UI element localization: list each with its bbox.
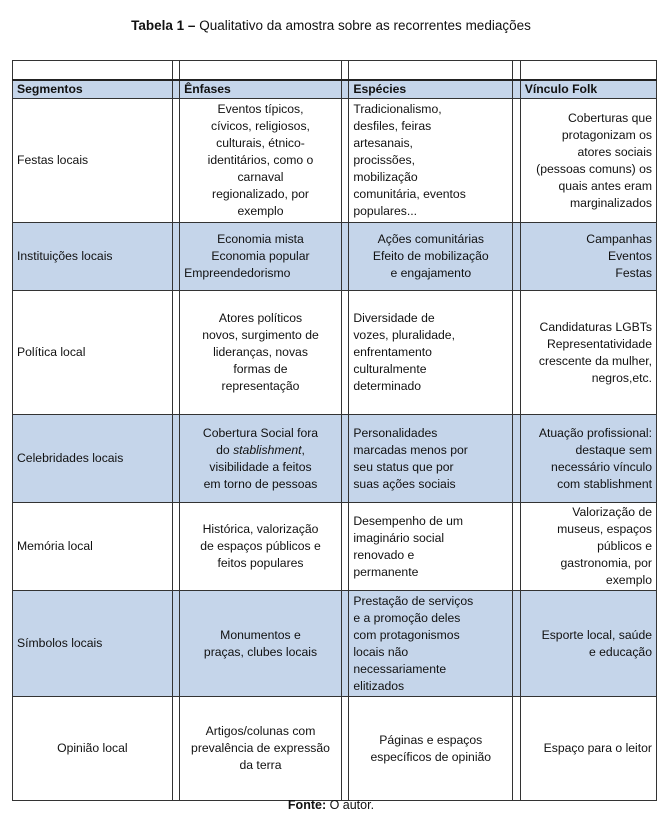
enfases-do-text: do: [216, 442, 234, 457]
table-header-row: [13, 80, 657, 99]
row-enfases: [180, 99, 342, 223]
row-especies-line: desfiles, feiras: [353, 119, 432, 133]
row-enfases-line: novos, surgimento de: [202, 328, 319, 342]
table-row: [13, 223, 657, 291]
row-vinculo-line: (pessoas comuns) os: [536, 161, 652, 176]
row-especies: [349, 503, 513, 591]
row-enfases-line: identitários, como o: [207, 153, 314, 167]
row-vinculo-line: com stablishment: [557, 476, 652, 491]
row-segmento: Símbolos locais: [13, 591, 173, 697]
row-vinculo-line: Espaço para o leitor: [543, 741, 652, 755]
row-vinculo-line: Representatividade: [546, 336, 652, 351]
row-vinculo: [520, 223, 656, 291]
row-enfases-line: culturais, étnico-: [216, 136, 305, 150]
row-segmento: Festas locais: [13, 99, 173, 223]
row-enfases-line: Economia popular: [211, 249, 310, 263]
row-vinculo-line: gastronomia, por: [560, 556, 652, 570]
row-especies: [349, 591, 513, 697]
row-especies-line: determinado: [353, 379, 422, 393]
row-enfases-line: Economia mista: [217, 232, 304, 246]
row-enfases: [180, 591, 342, 697]
row-especies-line: Diversidade de: [353, 311, 435, 325]
row-especies-line: populares...: [353, 204, 418, 218]
row-especies: [349, 99, 513, 223]
row-segmento: Celebridades locais: [13, 415, 173, 503]
row-especies-line: enfrentamento: [353, 345, 432, 359]
source-text: O autor.: [326, 798, 375, 812]
row-enfases-line: visibilidade a feitos: [209, 459, 312, 474]
row-enfases: [180, 291, 342, 415]
row-especies-line: seu status que por: [353, 459, 454, 474]
row-especies-line: suas ações sociais: [353, 476, 456, 491]
row-vinculo-line: exemplo: [605, 573, 652, 587]
row-vinculo-line: marginalizados: [570, 195, 652, 210]
row-especies-line: locais não: [353, 644, 409, 659]
row-enfases-line: Artigos/colunas com: [205, 724, 316, 738]
row-especies: [349, 223, 513, 291]
row-enfases-line: [184, 442, 337, 459]
header-vinculo: Vínculo Folk: [520, 80, 656, 99]
row-especies-line: artesanais,: [353, 136, 413, 150]
row-vinculo-line: e educação: [588, 644, 652, 659]
row-especies-line: imaginário social: [353, 530, 445, 545]
row-especies: [349, 415, 513, 503]
row-enfases: [180, 697, 342, 801]
row-vinculo: [520, 99, 656, 223]
row-enfases-line: Empreendedorismo: [184, 266, 291, 280]
row-especies-line: culturalmente: [353, 362, 427, 376]
mediations-table: [12, 60, 657, 801]
row-enfases-line: Histórica, valorização: [202, 522, 319, 536]
row-enfases-line: Monumentos e: [220, 627, 301, 642]
row-segmento: Instituições locais: [13, 223, 173, 291]
row-segmento: Memória local: [13, 503, 173, 591]
row-especies-line: Desempenho de um: [353, 513, 464, 528]
row-enfases-line: prevalência de expressão: [191, 741, 330, 755]
row-especies: [349, 291, 513, 415]
row-enfases: [180, 223, 342, 291]
row-especies-line: com protagonismos: [353, 627, 460, 642]
row-enfases-line: Eventos típicos,: [217, 102, 304, 116]
row-especies-line: comunitária, eventos: [353, 187, 466, 201]
row-vinculo-line: Valorização de: [572, 505, 652, 519]
row-vinculo-line: Festas: [615, 266, 652, 280]
table-row: [13, 591, 657, 697]
table-caption: [0, 18, 662, 33]
row-enfases-line: praças, clubes locais: [203, 644, 318, 659]
row-especies-line: marcadas menos por: [353, 442, 468, 457]
row-especies-line: necessariamente: [353, 661, 447, 676]
row-enfases-line: Cobertura Social fora: [202, 425, 319, 440]
header-enfases: Ênfases: [180, 80, 342, 99]
table-row: [13, 291, 657, 415]
table-row: [13, 503, 657, 591]
row-segmento: Política local: [13, 291, 173, 415]
row-vinculo-line: quais antes eram: [558, 178, 652, 193]
row-vinculo: [520, 291, 656, 415]
row-vinculo-line: necessário vínculo: [551, 459, 652, 474]
row-especies-line: e engajamento: [390, 266, 472, 280]
row-vinculo-line: negros,etc.: [591, 370, 652, 385]
row-vinculo: [520, 697, 656, 801]
row-especies-line: Páginas e espaços: [379, 732, 483, 747]
row-enfases-line: representação: [221, 379, 300, 393]
row-especies-line: vozes, pluralidade,: [353, 328, 455, 342]
row-especies-line: Prestação de serviços: [353, 593, 474, 608]
row-especies-line: mobilização: [353, 170, 418, 184]
row-enfases-line: carnaval: [237, 170, 284, 184]
row-enfases-line: feitos populares: [217, 556, 304, 570]
row-enfases-line: da terra: [239, 758, 282, 772]
row-vinculo-line: destaque sem: [575, 442, 652, 457]
row-vinculo-line: protagonizam os: [561, 127, 652, 142]
header-especies: Espécies: [349, 80, 513, 99]
row-vinculo-line: Atuação profissional:: [538, 425, 652, 440]
row-vinculo-line: Esporte local, saúde: [541, 627, 652, 642]
row-segmento: Opinião local: [13, 697, 173, 801]
row-vinculo: [520, 415, 656, 503]
row-vinculo: [520, 591, 656, 697]
table-top-spacer: [13, 61, 657, 81]
enfases-italic-text: stablishment: [233, 442, 302, 457]
row-enfases-line: de espaços públicos e: [200, 539, 321, 553]
row-especies-line: Personalidades: [353, 425, 438, 440]
header-segmentos: Segmentos: [13, 80, 173, 99]
row-enfases-line: em torno de pessoas: [203, 476, 318, 491]
table-source: [0, 798, 662, 812]
row-especies-line: Efeito de mobilização: [372, 249, 489, 263]
row-especies-line: específicos de opinião: [370, 749, 492, 764]
row-enfases: [180, 503, 342, 591]
row-especies: [349, 697, 513, 801]
table-row: [13, 697, 657, 801]
row-especies-line: procissões,: [353, 153, 415, 167]
row-vinculo-line: museus, espaços: [557, 522, 652, 536]
row-enfases: [180, 415, 342, 503]
row-vinculo-line: crescente da mulher,: [538, 353, 652, 368]
table-row: [13, 415, 657, 503]
row-vinculo-line: Candidaturas LGBTs: [539, 319, 652, 334]
row-especies-line: Tradicionalismo,: [353, 102, 442, 116]
row-enfases-line: formas de: [233, 362, 288, 376]
row-enfases-line: cívicos, religiosos,: [211, 119, 310, 133]
row-especies-line: elitizados: [353, 678, 405, 693]
enfases-post-text: ,: [301, 442, 305, 457]
table-row: [13, 99, 657, 223]
row-especies-line: e a promoção deles: [353, 610, 461, 625]
row-vinculo-line: Campanhas: [586, 232, 652, 246]
row-especies-line: Ações comunitárias: [377, 232, 484, 246]
row-especies-line: renovado e: [353, 547, 415, 562]
caption-label: Tabela 1 –: [131, 18, 196, 33]
row-enfases-line: lideranças, novas: [213, 345, 308, 359]
caption-text: Qualitativo da amostra sobre as recorrentes mediações: [195, 18, 531, 33]
row-vinculo-line: atores sociais: [577, 144, 652, 159]
row-especies-line: permanente: [353, 564, 419, 579]
row-vinculo-line: Coberturas que: [567, 110, 652, 125]
row-enfases-line: Atores políticos: [218, 311, 303, 325]
source-label: Fonte:: [287, 798, 327, 812]
row-vinculo: [520, 503, 656, 591]
row-enfases-line: exemplo: [237, 204, 284, 218]
row-vinculo-line: públicos e: [597, 539, 652, 553]
row-vinculo-line: Eventos: [607, 249, 652, 263]
row-enfases-line: regionalizado, por: [212, 187, 309, 201]
